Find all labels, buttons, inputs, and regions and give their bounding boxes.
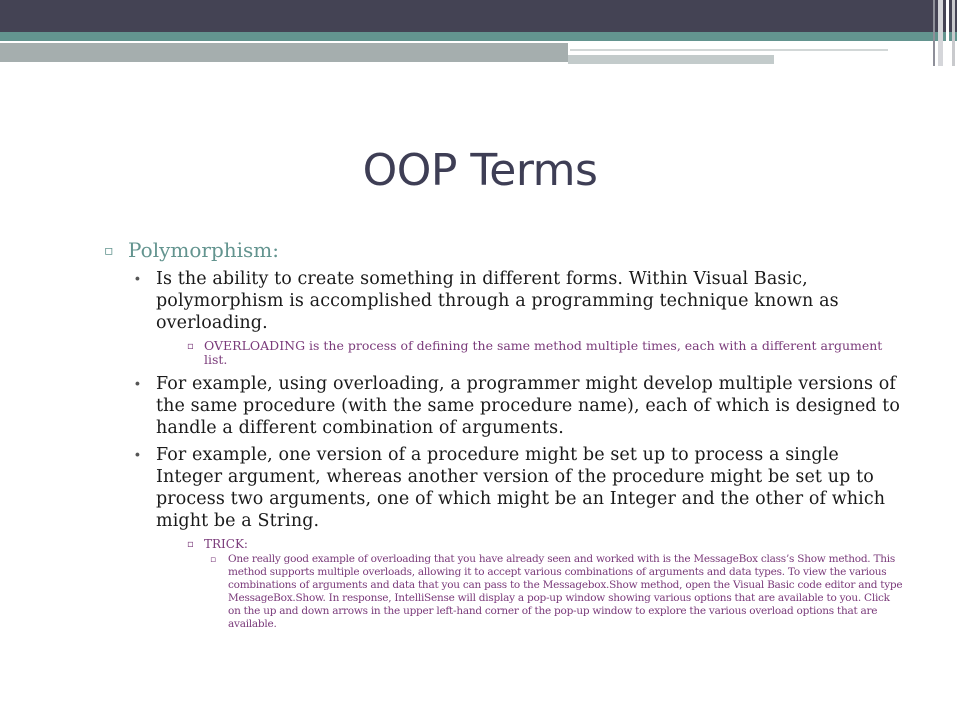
bullet-example-2 bbox=[104, 444, 904, 532]
header-vertical-stripe bbox=[933, 0, 935, 66]
header-vertical-stripe bbox=[946, 0, 949, 66]
bullet-text: Is the ability to create something in different forms. Within Visual Basic, polymorphism is accomplished through a programming technique known as overloading. bbox=[156, 269, 839, 333]
bullet-text: For example, using overloading, a programmer might develop multiple versions of the same procedure (with the same procedure name), each of which is designed to handle a different combination of arguments. bbox=[156, 374, 901, 438]
header-thin-line bbox=[570, 49, 888, 51]
dot-bullet-icon: ∙ bbox=[134, 447, 141, 463]
slide-title: OOP Terms bbox=[362, 145, 598, 196]
header-vertical-stripe bbox=[952, 0, 955, 66]
header-bar bbox=[0, 0, 960, 32]
header-accent-stripe bbox=[0, 32, 960, 41]
square-bullet-icon: ▫ bbox=[210, 555, 216, 565]
slide-body bbox=[104, 238, 904, 631]
bullet-text: TRICK: bbox=[204, 537, 248, 551]
square-bullet-icon: ▫ bbox=[104, 243, 114, 259]
bullet-example-1 bbox=[104, 373, 904, 439]
bullet-text: Polymorphism: bbox=[128, 238, 279, 262]
dot-bullet-icon: ∙ bbox=[134, 376, 141, 392]
bullet-overloading-note bbox=[104, 339, 904, 367]
bullet-trick-detail bbox=[104, 553, 904, 631]
bullet-trick bbox=[104, 537, 904, 551]
bullet-text: OVERLOADING is the process of defining the same method multiple times, each with a different argument list. bbox=[204, 338, 883, 367]
bullet-polymorphism bbox=[104, 238, 904, 262]
square-bullet-icon: ▫ bbox=[187, 341, 194, 352]
header-step bbox=[568, 55, 774, 64]
square-bullet-icon: ▫ bbox=[187, 539, 194, 550]
header-vertical-stripe bbox=[938, 0, 943, 66]
bullet-definition bbox=[104, 268, 904, 334]
bullet-text: One really good example of overloading that you have already seen and worked with is the MessageBox class’s Show method. This method supports multiple overloads, allowing it to accept various combinations of arguments and data types. To view the various combinations of arguments and data that you can pass to the Messagebox.Show method, open the Visual Basic code editor and type MessageBox.Show. In response, IntelliSense will display a pop-up window showing various options that are available to you. Click on the up and down arrows in the upper left-hand corner of the pop-up window to explore the various overload options that are available. bbox=[228, 553, 903, 630]
dot-bullet-icon: ∙ bbox=[134, 271, 141, 287]
bullet-text: For example, one version of a procedure might be set up to process a single Integer argument, whereas another version of the procedure might be set up to process two arguments, one of which might be an Integer and the other of which might be a String. bbox=[156, 445, 886, 531]
